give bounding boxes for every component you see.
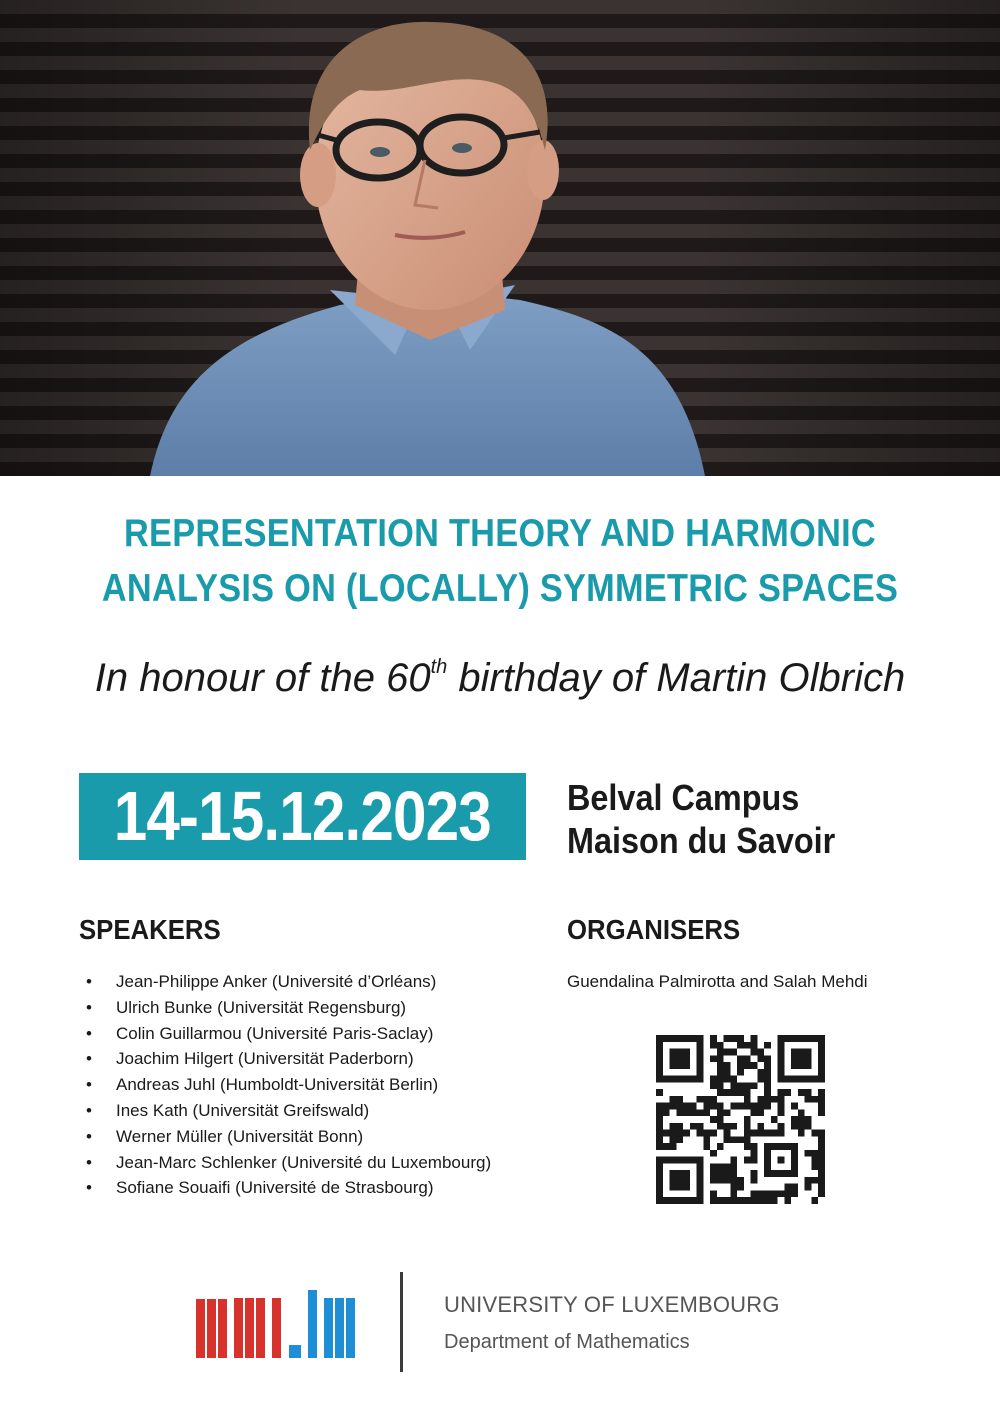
speaker-name: Joachim Hilgert (Universität Paderborn)	[116, 1049, 414, 1069]
list-item	[86, 1098, 491, 1124]
bullet-icon: •	[86, 1152, 92, 1172]
speaker-name: Jean-Marc Schlenker (Université du Luxembourg)	[116, 1152, 492, 1172]
event-title-line1: REPRESENTATION THEORY AND HARMONIC	[124, 512, 876, 555]
speaker-name: Ines Kath (Universität Greifswald)	[116, 1100, 370, 1120]
event-title	[60, 506, 940, 616]
honour-suffix: birthday of Martin Olbrich	[447, 656, 906, 700]
venue	[567, 776, 865, 862]
list-item	[86, 969, 491, 995]
bullet-icon: •	[86, 1049, 92, 1069]
speaker-list	[86, 969, 491, 1201]
event-date-box	[79, 773, 526, 860]
department-name: Department of Mathematics	[444, 1331, 690, 1353]
bullet-icon: •	[86, 1023, 92, 1043]
honour-subtitle	[0, 656, 1000, 701]
event-date: 14-15.12.2023	[113, 777, 492, 855]
list-item	[86, 1046, 491, 1072]
speaker-name: Andreas Juhl (Humboldt-Universität Berlin)	[116, 1075, 439, 1095]
honour-prefix: In honour of the 60	[94, 656, 431, 700]
uni-lu-logo	[196, 1290, 361, 1358]
bullet-icon: •	[86, 1178, 92, 1198]
venue-line1: Belval Campus	[567, 777, 800, 818]
header-photo	[0, 0, 1000, 476]
bullet-icon: •	[86, 972, 92, 991]
bullet-icon: •	[86, 1126, 92, 1146]
bullet-icon: •	[86, 1075, 92, 1095]
speaker-name: Sofiane Souaifi (Université de Strasbourg)	[116, 1178, 434, 1198]
organisers-heading: ORGANISERS	[567, 914, 741, 945]
list-item	[86, 1021, 491, 1047]
university-name: UNIVERSITY OF LUXEMBOURG	[444, 1292, 780, 1317]
speakers-heading: SPEAKERS	[79, 914, 221, 945]
qr-code[interactable]	[656, 1035, 825, 1204]
venue-line2: Maison du Savoir	[567, 820, 836, 861]
speaker-name: Werner Müller (Universität Bonn)	[116, 1126, 364, 1146]
list-item	[86, 1072, 491, 1098]
event-title-line2: ANALYSIS ON (LOCALLY) SYMMETRIC SPACES	[101, 567, 899, 610]
bullet-icon: •	[86, 997, 92, 1017]
list-item	[86, 1150, 491, 1176]
honour-superscript: th	[430, 656, 448, 678]
list-item	[86, 1124, 491, 1150]
bullet-icon: •	[86, 1100, 92, 1120]
organisers-names: Guendalina Palmirotta and Salah Mehdi	[567, 972, 868, 991]
list-item	[86, 1175, 491, 1201]
list-item	[86, 995, 491, 1021]
footer-divider	[400, 1272, 403, 1372]
speaker-name: Colin Guillarmou (Université Paris-Saclay)	[116, 1023, 434, 1043]
speaker-name: Ulrich Bunke (Universität Regensburg)	[116, 997, 407, 1017]
portrait-illustration	[0, 0, 1000, 476]
speaker-name: Jean-Philippe Anker (Université d’Orléans)	[116, 972, 437, 991]
